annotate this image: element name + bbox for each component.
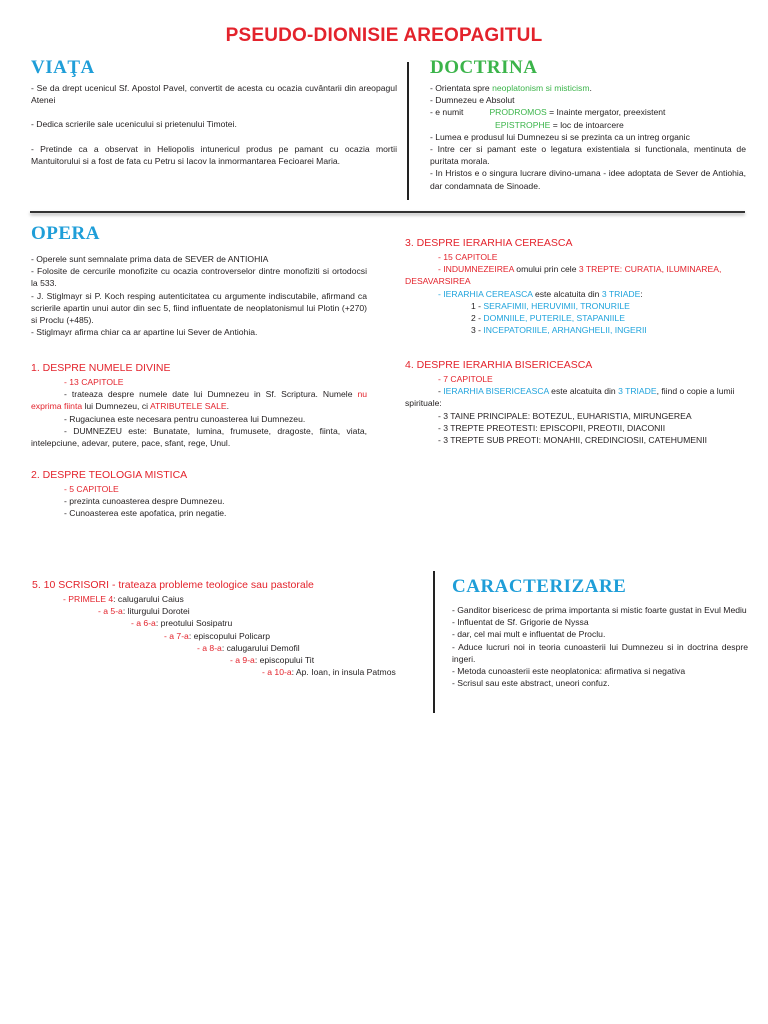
- section-3-heading: 3. DESPRE IERARHIA CEREASCA: [405, 237, 573, 249]
- section-1-chapters: - 13 CAPITOLE: [64, 377, 124, 387]
- section-3-triad-2: 2 - DOMNIILE, PUTERILE, STAPANIILE: [471, 313, 625, 324]
- doctrina-line-5: - Lumea e produsul lui Dumnezeu si se prezinta ca un intreg organic: [430, 131, 690, 142]
- section-4-line-3: - 3 TAINE PRINCIPALE: BOTEZUL, EUHARISTIA, MIRUNGEREA: [438, 410, 692, 421]
- viata-section: [31, 82, 397, 167]
- section-4-chapters: - 7 CAPITOLE: [438, 374, 493, 384]
- section-3-line-2: - INDUMNEZEIREA omului prin cele 3 TREPTE: CURATIA, ILUMINAREA, DESAVARSIREA: [405, 264, 722, 287]
- section-4-line-2: - IERARHIA BISERICEASCA este alcatuita din 3 TRIADE, fiind o copie a lumii spirituale:: [405, 386, 735, 409]
- doctrina-line-7: - In Hristos e o singura lucrare divino-umana - idee adoptata de Sever de Antiohia, dar condamnata de Sinoade.: [430, 168, 746, 191]
- section-1-line-4: - DUMNEZEU este: Bunatate, lumina, frumusete, dragoste, fiinta, viata, intelepciune, adevar, putere, pace, sfant, rege, Unul.: [31, 425, 367, 449]
- doctrina-line-6: - Intre cer si pamant este o legatura existentiala si functionala, mentinuta de puritata morala.: [430, 144, 746, 167]
- section-2-chapters: - 5 CAPITOLE: [64, 484, 119, 494]
- viata-paragraph-3: - Pretinde ca a observat in Heliopolis intunericul produs pe pamant cu ocazia mortii Mantuitorului si a fost de fata cu Petru si Iacov la inmormantarea Fecioarei Maria.: [31, 143, 397, 166]
- top-column-divider: [407, 62, 409, 200]
- section-2-heading: 2. DESPRE TEOLOGIA MISTICA: [31, 469, 188, 481]
- opera-paragraph-2: - Folosite de cercurile monofizite cu ocazia controverselor dintre monofiziti si ortodocsi la 533.: [31, 266, 367, 289]
- bottom-column-divider: [433, 571, 435, 713]
- section-2-body: [64, 483, 364, 520]
- section-4-body: [405, 373, 745, 446]
- section-4-line-4: - 3 TREPTE PREOTESTI: EPISCOPII, PREOTII, DIACONII: [438, 422, 666, 433]
- viata-paragraph-1: - Se da drept ucenicul Sf. Apostol Pavel, convertit de acesta cu ocazia cuvântarii din areopagul Atenei: [31, 83, 397, 106]
- viata-paragraph-2: - Dedica scrierile sale ucenicului si prietenului Timotei.: [31, 119, 237, 130]
- letter-item-3: - a 6-a: preotului Sosipatru: [131, 618, 233, 629]
- letter-item-6: - a 9-a: episcopului Tit: [230, 655, 315, 666]
- page-title: PSEUDO-DIONISIE AREOPAGITUL: [225, 25, 543, 46]
- opera-section: [31, 253, 367, 338]
- section-3-triad-1: 1 - SERAFIMII, HERUVIMII, TRONURILE: [471, 300, 630, 311]
- letter-item-2: - a 5-a: liturgului Dorotei: [98, 606, 190, 617]
- letter-item-7: - a 10-a: Ap. Ioan, in insula Patmos: [262, 667, 396, 678]
- doctrina-line-3: - e numit PRODROMOS = Inainte mergator, preexistent: [430, 107, 666, 118]
- section-2-line-3: - Cunoasterea este apofatica, prin negatie.: [64, 508, 227, 519]
- section-3-body: [405, 251, 745, 336]
- caracterizare-line-4: - Aduce lucruri noi in teoria cunoasterii lui Dumnezeu si in doctrina despre ingeri.: [452, 641, 748, 664]
- caracterizare-section: [452, 604, 748, 689]
- section-2-line-2: - prezinta cunoasterea despre Dumnezeu.: [64, 496, 225, 507]
- section-1-body: [31, 376, 367, 449]
- letter-item-5: - a 8-a: calugarului Demofil: [197, 642, 300, 653]
- caracterizare-line-1: - Ganditor bisericesc de prima importanta si mistic foarte gustat in Evul Mediu: [452, 605, 747, 615]
- caracterizare-line-3: - dar, cel mai mult e influentat de Proclu.: [452, 629, 606, 640]
- letter-item-1: - PRIMELE 4: calugarului Caius: [63, 594, 184, 604]
- section-5-letters: [0, 593, 400, 678]
- doctrina-heading: DOCTRINA: [430, 57, 538, 78]
- doctrina-line-1: - Orientata spre neoplatonism si misticism.: [430, 83, 592, 93]
- section-1-line-2: - trateaza despre numele date lui Dumnezeu in Sf. Scriptura. Numele nu exprima fiinta lui Dumnezeu, ci ATRIBUTELE SALE.: [31, 389, 367, 412]
- section-1-line-3: - Rugaciunea este necesara pentru cunoasterea lui Dumnezeu.: [64, 413, 306, 424]
- viata-heading: VIAŢA: [31, 57, 95, 78]
- section-3-triad-3: 3 - INCEPATORIILE, ARHANGHELII, INGERII: [471, 325, 647, 336]
- section-5-heading: 5. 10 SCRISORI - trateaza probleme teologice sau pastorale: [32, 579, 314, 591]
- section-4-line-5: - 3 TREPTE SUB PREOTI: MONAHII, CREDINCIOSII, CATEHUMENII: [438, 435, 707, 446]
- horizontal-divider: [30, 211, 745, 213]
- caracterizare-line-5: - Metoda cunoasterii este neoplatonica: afirmativa si negativa: [452, 666, 686, 677]
- opera-paragraph-1: - Operele sunt semnalate prima data de SEVER de ANTIOHIA: [31, 254, 269, 264]
- opera-paragraph-3: - J. Stiglmayr si P. Koch resping autenticitatea cu argumente indiscutabile, afirmand ca scrierile apartin unui autor din sec 5, fiind influentate de neoplatonismul lui Plotin (+270) si Proclu (+485).: [31, 290, 367, 326]
- caracterizare-heading: CARACTERIZARE: [452, 576, 627, 597]
- doctrina-section: [430, 82, 746, 192]
- section-4-heading: 4. DESPRE IERARHIA BISERICEASCA: [405, 359, 593, 371]
- letter-item-4: - a 7-a: episcopului Policarp: [164, 630, 271, 641]
- section-3-chapters: - 15 CAPITOLE: [438, 252, 498, 262]
- caracterizare-line-6: - Scrisul sau este abstract, uneori confuz.: [452, 678, 610, 689]
- doctrina-line-2: - Dumnezeu e Absolut: [430, 95, 515, 106]
- doctrina-line-4: EPISTROPHE = loc de intoarcere: [495, 119, 624, 130]
- caracterizare-line-2: - Influentat de Sf. Grigorie de Nyssa: [452, 617, 589, 628]
- opera-paragraph-4: - Stiglmayr afirma chiar ca ar apartine lui Sever de Antiohia.: [31, 327, 258, 338]
- opera-heading: OPERA: [31, 223, 100, 244]
- section-3-line-3: - IERARHIA CEREASCA este alcatuita din 3 TRIADE:: [438, 288, 643, 299]
- section-1-heading: 1. DESPRE NUMELE DIVINE: [31, 362, 171, 374]
